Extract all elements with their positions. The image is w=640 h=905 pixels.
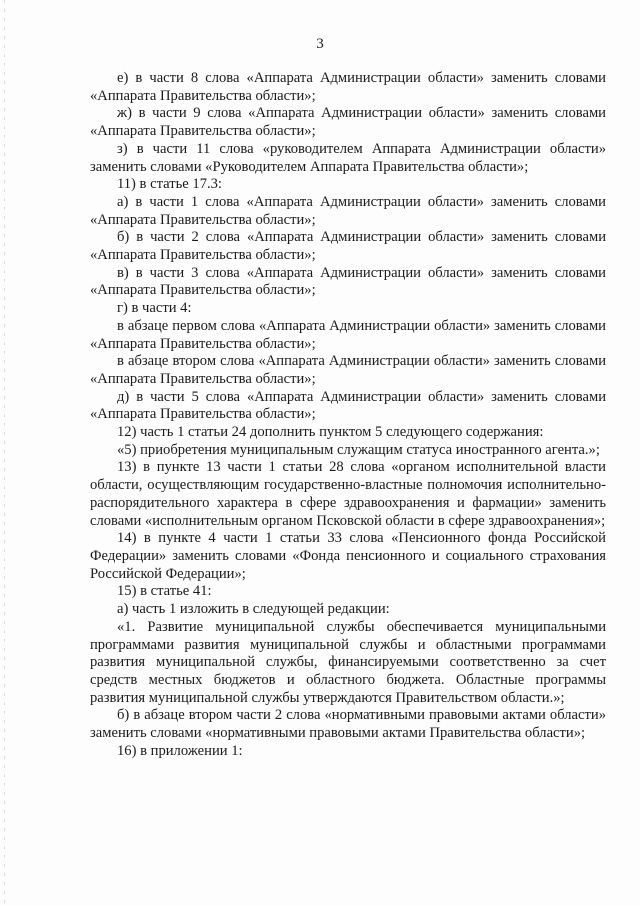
- paragraph-d: д) в части 5 слова «Аппарата Администрации области» заменить словами «Аппарата Правительства области»;: [90, 388, 606, 423]
- paragraph-item-14: 14) в пункте 4 части 1 статьи 33 слова «Пенсионного фонда Российской Федерации» заменить словами «Фонда пенсионного и социального страхования Российской Федерации»;: [90, 530, 606, 582]
- paragraph-a: а) в части 1 слова «Аппарата Администрации области» заменить словами «Аппарата Правительства области»;: [90, 193, 606, 228]
- paragraph-v: в) в части 3 слова «Аппарата Администрации области» заменить словами «Аппарата Правительства области»;: [90, 264, 606, 299]
- paragraph-item-16: 16) в приложении 1:: [117, 742, 243, 759]
- paragraph-quote-1: «1. Развитие муниципальной службы обеспечивается муниципальными программами развития муниципальной службы и областными программами развития муниципальной службы, финансируемыми соответственно за счет средств местных бюджетов и областного бюджета. Областные программы развития муниципальной службы утверждаются Правительством области.»;: [90, 618, 606, 706]
- page-number: 3: [316, 36, 324, 52]
- paragraph-item-12: 12) часть 1 статьи 24 дополнить пунктом 5 следующего содержания:: [117, 424, 544, 441]
- paragraph-e: е) в части 8 слова «Аппарата Администрации области» заменить словами «Аппарата Правительства области»;: [90, 70, 606, 104]
- paragraph-item-13: 13) в пункте 13 части 1 статьи 28 слова «органом исполнительной власти области, осуществляющим государственно-властные полномочия исполнительно-распорядительного характера в сфере здравоохранения и фармации» заменить словами «исполнительным органом Псковской области в сфере здравоохранения»;: [90, 459, 606, 529]
- paragraph-b: б) в части 2 слова «Аппарата Администрации области» заменить словами «Аппарата Правительства области»;: [90, 229, 606, 264]
- scan-edge-artifact: [4, 0, 5, 905]
- paragraph-quote-5: «5) приобретения муниципальным служащим статуса иностранного агента.»;: [117, 441, 600, 458]
- paragraph-zh: ж) в части 9 слова «Аппарата Администрации области» заменить словами «Аппарата Правительства области»;: [90, 105, 606, 140]
- paragraph-g: г) в части 4:: [117, 300, 192, 317]
- paragraph-z: з) в части 11 слова «руководителем Аппарата Администрации области» заменить словами «Руководителем Аппарата Правительства области»;: [90, 140, 606, 175]
- paragraph-abzats-2: в абзаце втором слова «Аппарата Администрации области» заменить словами «Аппарата Правительства области»;: [90, 353, 606, 387]
- paragraph-item-15: 15) в статье 41:: [117, 583, 212, 600]
- document-body: [90, 70, 606, 760]
- paragraph-15-a: а) часть 1 изложить в следующей редакции:: [117, 601, 390, 618]
- paragraph-15-b: б) в абзаце втором части 2 слова «нормативными правовыми актами области» заменить словами «нормативными правовыми актами Правительства области»;: [90, 707, 606, 742]
- paragraph-abzats-1: в абзаце первом слова «Аппарата Администрации области» заменить словами «Аппарата Правительства области»;: [90, 317, 606, 352]
- paragraph-item-11: 11) в статье 17.3:: [117, 176, 222, 193]
